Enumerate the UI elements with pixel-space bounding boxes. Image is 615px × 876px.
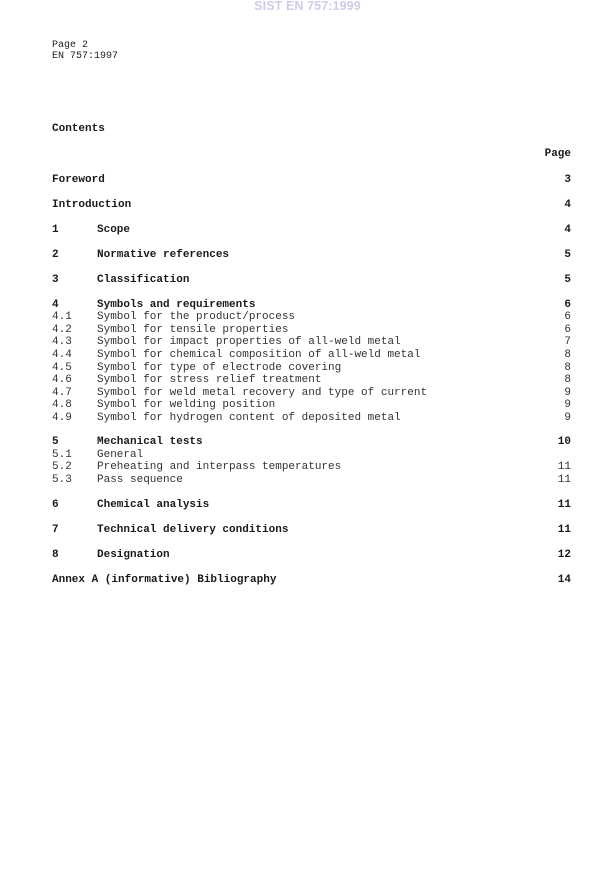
toc-entry-page: 8 [564,349,571,361]
toc-entry-page: 6 [564,311,571,323]
toc-entry-page: 3 [564,174,571,186]
toc-entry-number: 4.4 [52,349,72,361]
toc-entry-page: 8 [564,374,571,386]
toc-entry[interactable] [52,436,571,449]
toc-entry-title: Symbol for hydrogen content of deposited metal [97,412,401,424]
toc-entry[interactable] [52,399,571,412]
toc-entry-title: Symbol for type of electrode covering [97,362,342,374]
toc-entry[interactable] [52,412,571,425]
toc-entry-title: Annex A (informative) Bibliography [52,574,277,586]
toc-entry-number: 2 [52,249,59,261]
toc-entry-number: 4.7 [52,387,72,399]
toc-entry[interactable] [52,574,571,587]
toc-entry-title: Symbol for welding position [97,399,276,411]
toc-entry-page: 4 [564,224,571,236]
toc-entry[interactable] [52,274,571,287]
toc-entry-number: 3 [52,274,59,286]
toc-entry-title: Classification [97,274,190,286]
toc-entry[interactable] [52,524,571,537]
toc-entry-number: 7 [52,524,59,536]
toc-entry-page: 14 [557,574,571,586]
contents-heading: Contents [52,123,105,135]
toc-entry-page: 9 [564,412,571,424]
toc-entry-number: 5.3 [52,474,72,486]
toc-entry-title: Mechanical tests [97,436,203,448]
toc-entry-page: 6 [564,299,571,311]
toc-entry-number: 4.2 [52,324,72,336]
watermark: SIST EN 757:1999 [254,0,361,13]
toc-entry-number: 4.8 [52,399,72,411]
toc-entry-title: Symbols and requirements [97,299,256,311]
toc-entry-title: General [97,449,144,461]
toc-entry-number: 8 [52,549,59,561]
toc-entry[interactable] [52,224,571,237]
toc-entry[interactable] [52,199,571,212]
toc-entry-title: Symbol for chemical composition of all-weld metal [97,349,421,361]
toc-entry[interactable] [52,549,571,562]
toc-entry-title: Symbol for tensile properties [97,324,289,336]
toc-entry-page: 11 [557,499,571,511]
toc-entry-title: Technical delivery conditions [97,524,289,536]
toc-entry[interactable] [52,461,571,474]
toc-entry-title: Symbol for the product/process [97,311,296,323]
toc-entry-number: 4 [52,299,59,311]
toc-entry-number: 4.5 [52,362,72,374]
toc-entry-page: 12 [557,549,571,561]
toc-entry-number: 4.3 [52,336,72,348]
toc-entry-title: Introduction [52,199,132,211]
toc-entry[interactable] [52,311,571,324]
toc-entry-number: 5.2 [52,461,72,473]
toc-entry-page: 11 [557,474,571,486]
toc-entry-title: Symbol for weld metal recovery and type of current [97,387,428,399]
toc-entry-number: 4.9 [52,412,72,424]
toc-entry-page: 5 [564,249,571,261]
toc-entry-title: Normative references [97,249,230,261]
toc-entry-number: 5.1 [52,449,72,461]
toc-entry-number: 4.1 [52,311,72,323]
toc-entry[interactable] [52,499,571,512]
toc-entry-page: 4 [564,199,571,211]
toc-entry-page: 5 [564,274,571,286]
toc-entry-number: 4.6 [52,374,72,386]
page-header [52,40,118,62]
toc-entry-title: Designation [97,549,170,561]
toc-entry-title: Foreword [52,174,105,186]
toc-entry-title: Pass sequence [97,474,183,486]
page-number: Page 2 [52,40,89,51]
toc-entry-title: Symbol for impact properties of all-weld metal [97,336,401,348]
toc-entry-page: 9 [564,399,571,411]
toc-entry-title: Scope [97,224,131,236]
toc-entry-page: 8 [564,362,571,374]
toc-entry-page: 7 [564,336,571,348]
toc-entry-title: Chemical analysis [97,499,210,511]
toc-entry[interactable] [52,174,571,187]
toc-entry-page: 10 [557,436,571,448]
toc-entry-page: 11 [557,524,571,536]
toc-entry-title: Preheating and interpass temperatures [97,461,342,473]
toc-entry[interactable] [52,374,571,387]
toc-entry-page: 11 [557,461,571,473]
toc-entry[interactable] [52,336,571,349]
toc-entry-number: 6 [52,499,59,511]
toc-entry-title: Symbol for stress relief treatment [97,374,322,386]
toc-entry-page: 9 [564,387,571,399]
toc-entry-page: 6 [564,324,571,336]
toc-entry-number: 5 [52,436,59,448]
toc-entry[interactable] [52,249,571,262]
toc-entry[interactable] [52,349,571,362]
standard-id: EN 757:1997 [52,51,119,62]
toc-entry-number: 1 [52,224,59,236]
page-column-label: Page [544,148,571,160]
toc-entry[interactable] [52,474,571,487]
